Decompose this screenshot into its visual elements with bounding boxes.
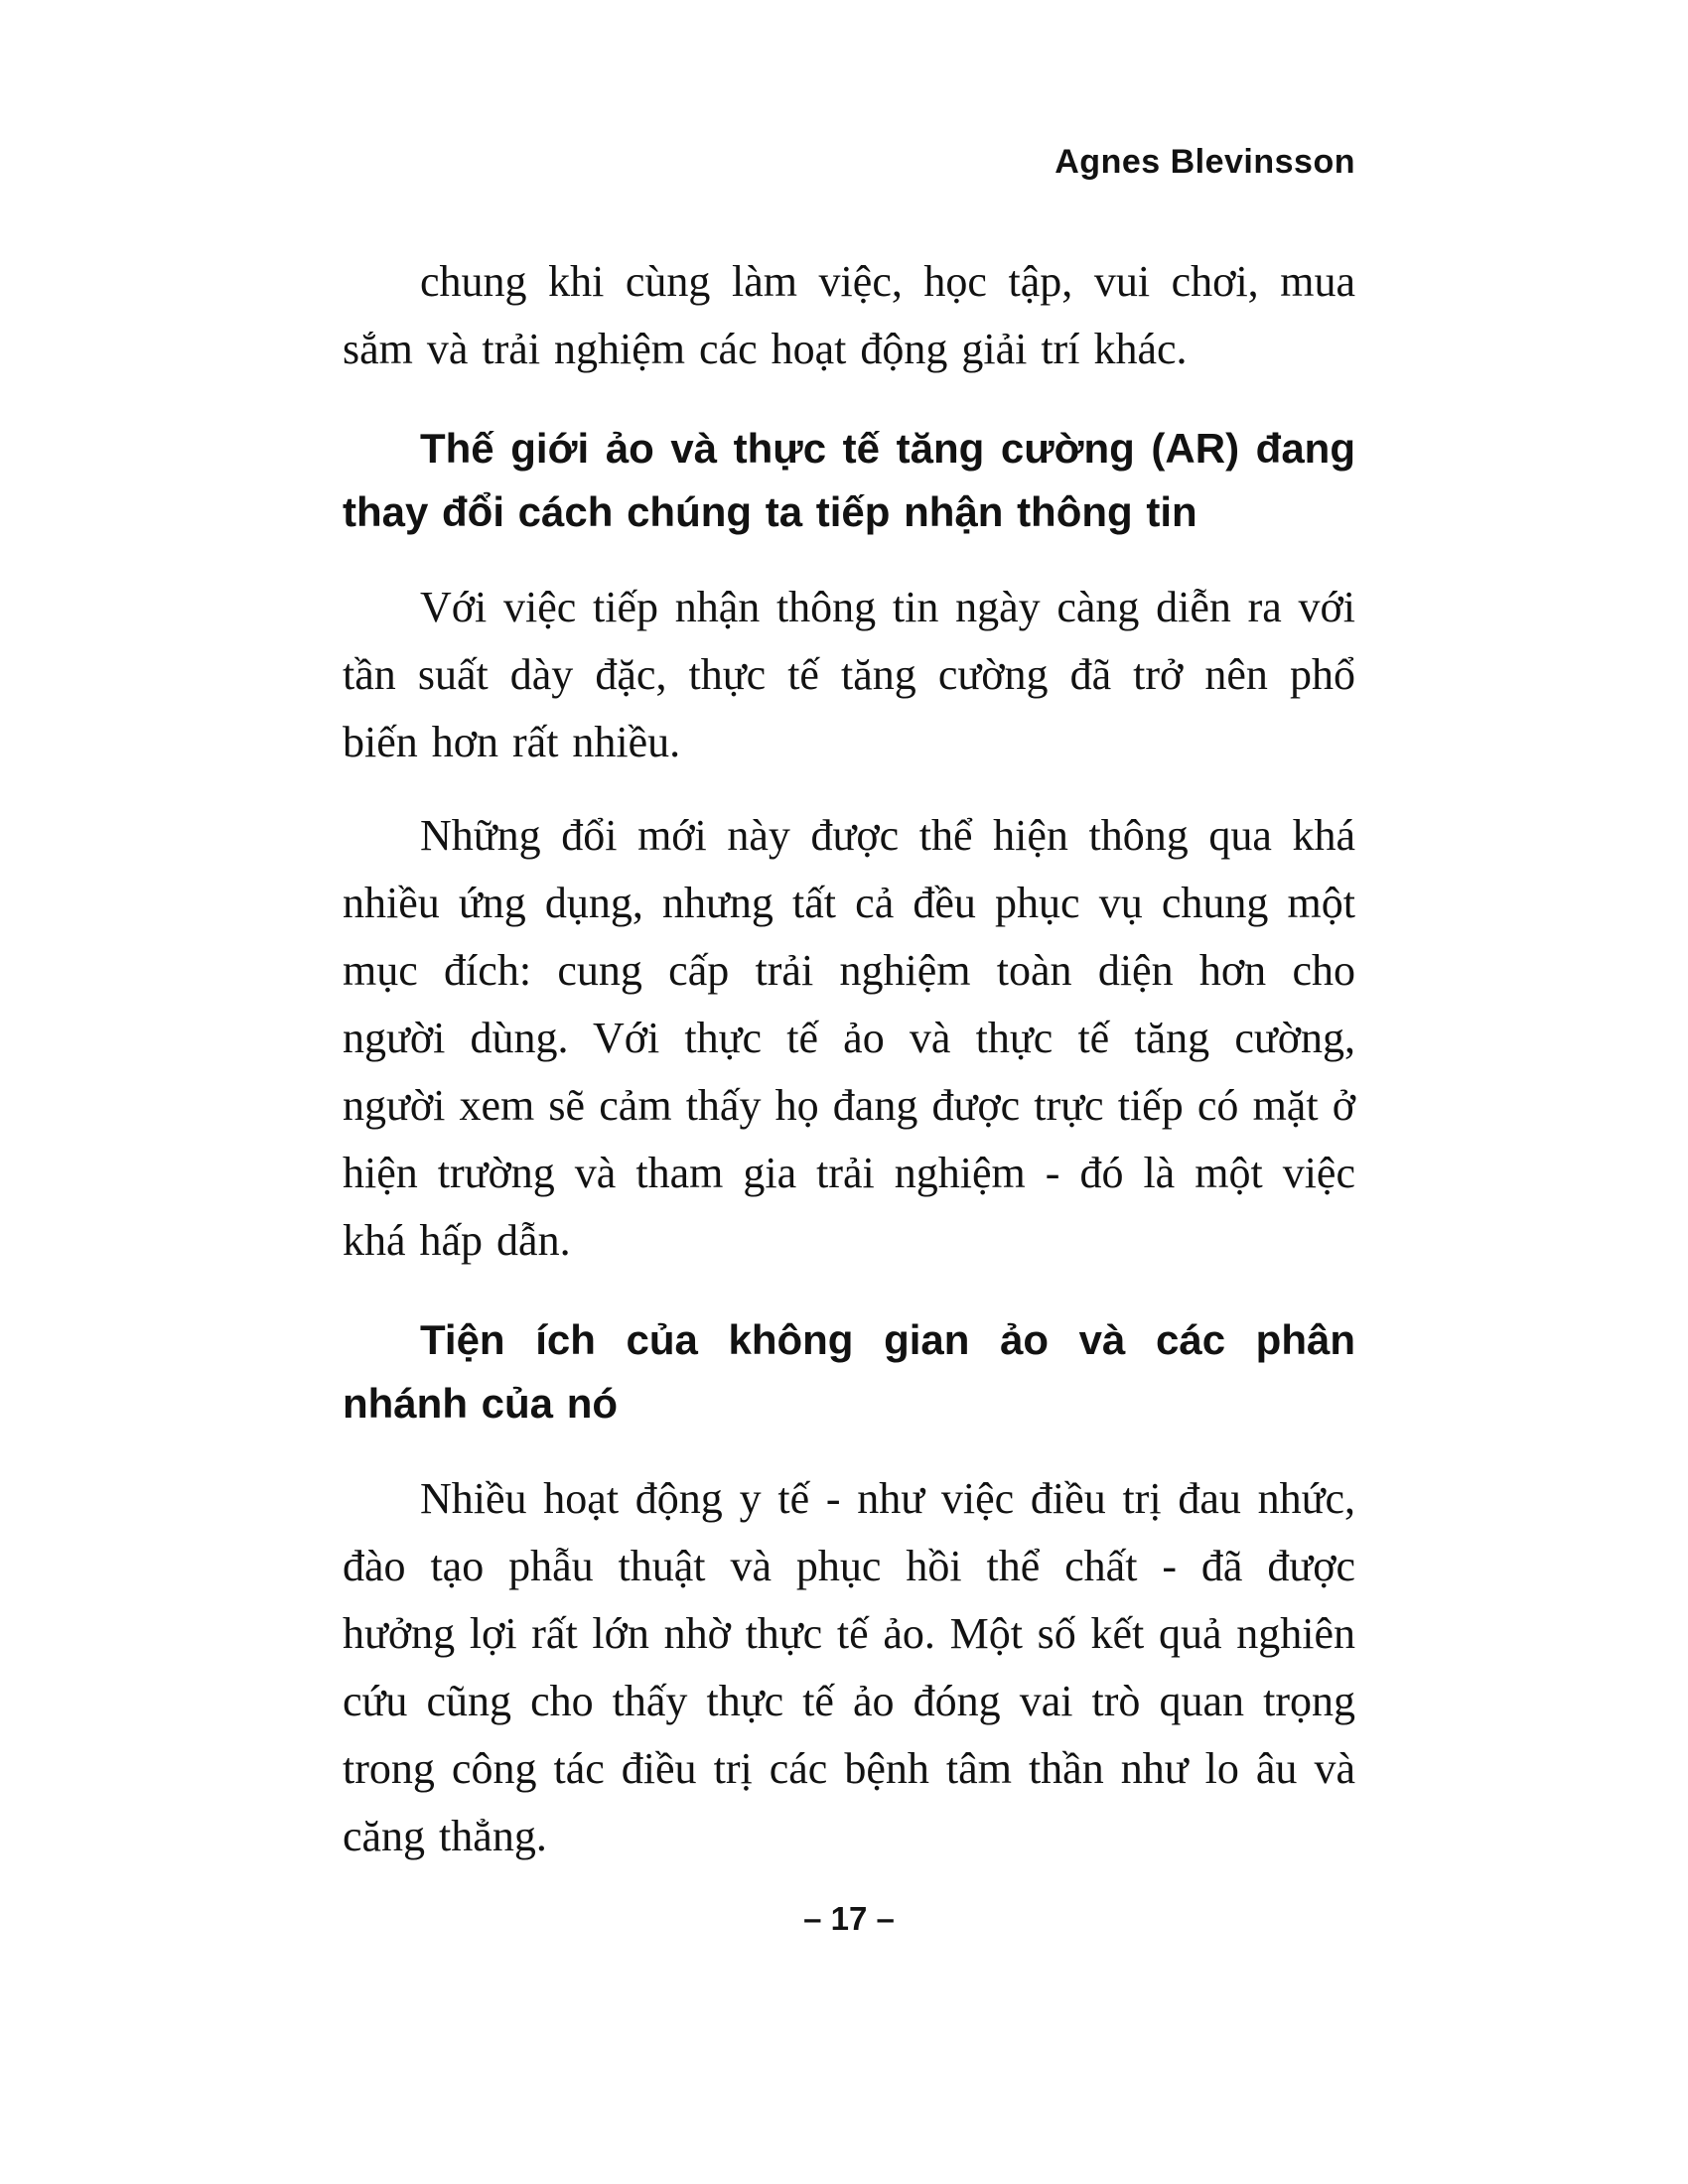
body-paragraph: Những đổi mới này được thể hiện thông qua khá nhiều ứng dụng, nhưng tất cả đều phục vụ chung một mục đích: cung cấp trải nghiệm toàn diện hơn cho người dùng. Với thực tế ảo và thực tế tăng cường, người xem sẽ cảm thấy họ đang được trực tiếp có mặt ở hiện trường và tham gia trải nghiệm - đó là một việc khá hấp dẫn. [343,811,1355,1265]
running-header-author: Agnes Blevinsson [1055,143,1355,181]
body-paragraph: Nhiều hoạt động y tế - như việc điều trị đau nhức, đào tạo phẫu thuật và phục hồi thể chất - đã được hưởng lợi rất lớn nhờ thực tế ảo. Một số kết quả nghiên cứu cũng cho thấy thực tế ảo đóng vai trò quan trọng trong công tác điều trị các bệnh tâm thần như lo âu và căng thẳng. [343,1474,1355,1860]
page-number: – 17 – [803,1900,895,1937]
body-paragraph: Với việc tiếp nhận thông tin ngày càng diễn ra với tần suất dày đặc, thực tế tăng cường đã trở nên phổ biến hơn rất nhiều. [343,583,1355,766]
section-heading: Thế giới ảo và thực tế tăng cường (AR) đang thay đổi cách chúng ta tiếp nhận thông tin [343,425,1355,535]
section-heading: Tiện ích của không gian ảo và các phân nhánh của nó [343,1316,1355,1427]
text-column [343,139,1355,1938]
body-paragraph: chung khi cùng làm việc, học tập, vui chơi, mua sắm và trải nghiệm các hoạt động giải trí khác. [343,257,1355,373]
